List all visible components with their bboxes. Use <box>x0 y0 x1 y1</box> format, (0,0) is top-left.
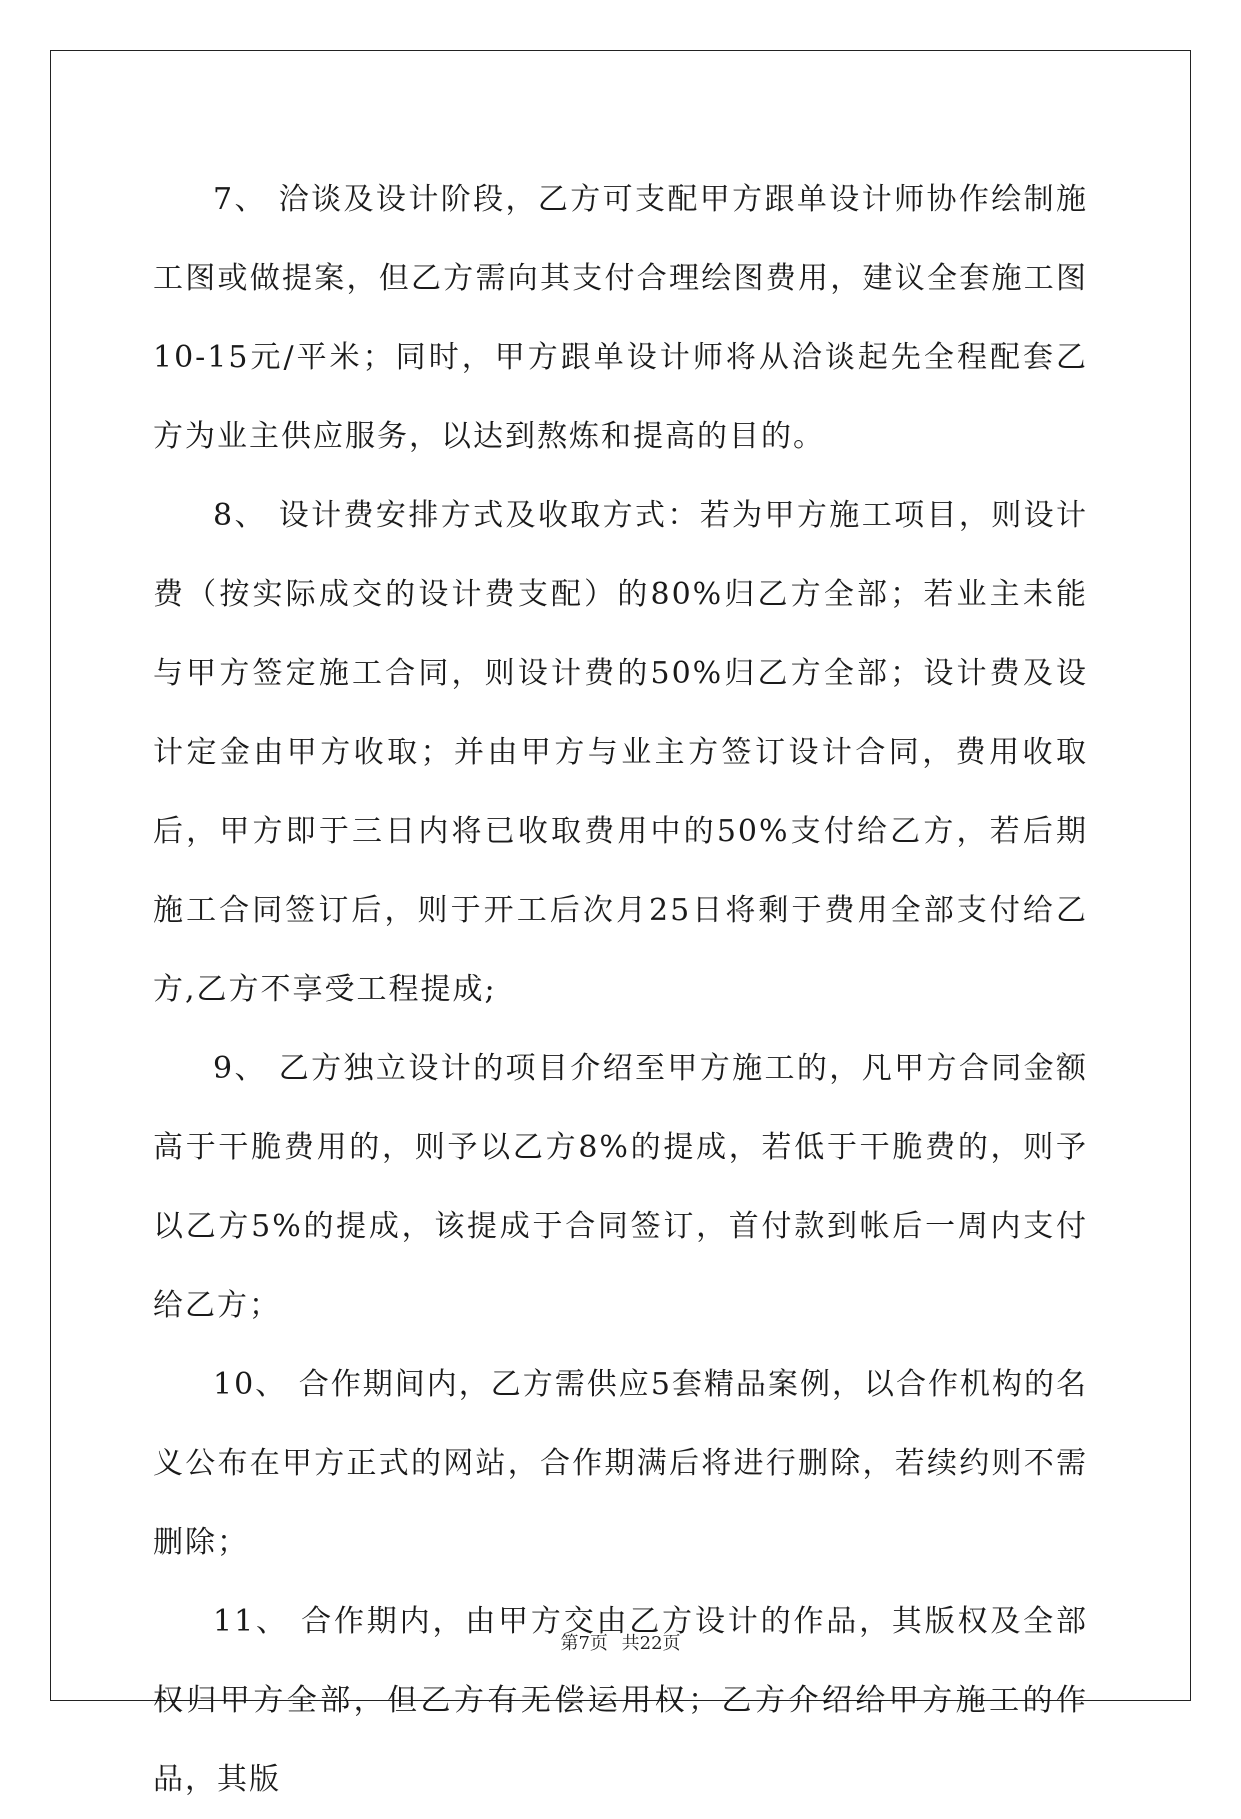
page-footer <box>0 1629 1241 1655</box>
page-total: 共22页 <box>621 1633 681 1654</box>
paragraph-8: 8、 设计费安排方式及收取方式：若为甲方施工项目，则设计费（按实际成交的设计费支配）的80%归乙方全部；若业主未能与甲方签定施工合同，则设计费的50%归乙方全部；设计费及设计定金由甲方收取；并由甲方与业主方签订设计合同，费用收取后，甲方即于三日内将已收取费用中的50%支付给乙方，若后期施工合同签订后，则于开工后次月25日将剩于费用全部支付给乙方,乙方不享受工程提成; <box>153 498 1088 1007</box>
paragraph-10: 10、 合作期间内，乙方需供应5套精品案例，以合作机构的名义公布在甲方正式的网站，合作期满后将进行删除，若续约则不需删除； <box>153 1367 1088 1560</box>
paragraph-11: 11、 合作期内，由甲方交由乙方设计的作品，其版权及全部权归甲方全部，但乙方有无偿运用权；乙方介绍给甲方施工的作品，其版 <box>153 1604 1088 1797</box>
page-number: 第7页 <box>560 1633 608 1654</box>
paragraph-7: 7、 洽谈及设计阶段，乙方可支配甲方跟单设计师协作绘制施工图或做提案，但乙方需向其支付合理绘图费用，建议全套施工图10-15元/平米；同时，甲方跟单设计师将从洽谈起先全程配套乙方为业主供应服务，以达到熬炼和提高的目的。 <box>153 182 1088 454</box>
document-body <box>153 160 1088 1819</box>
paragraph-9: 9、 乙方独立设计的项目介绍至甲方施工的，凡甲方合同金额高于干脆费用的，则予以乙方8%的提成，若低于干脆费的，则予以乙方5%的提成，该提成于合同签订，首付款到帐后一周内支付给乙方； <box>153 1051 1088 1323</box>
